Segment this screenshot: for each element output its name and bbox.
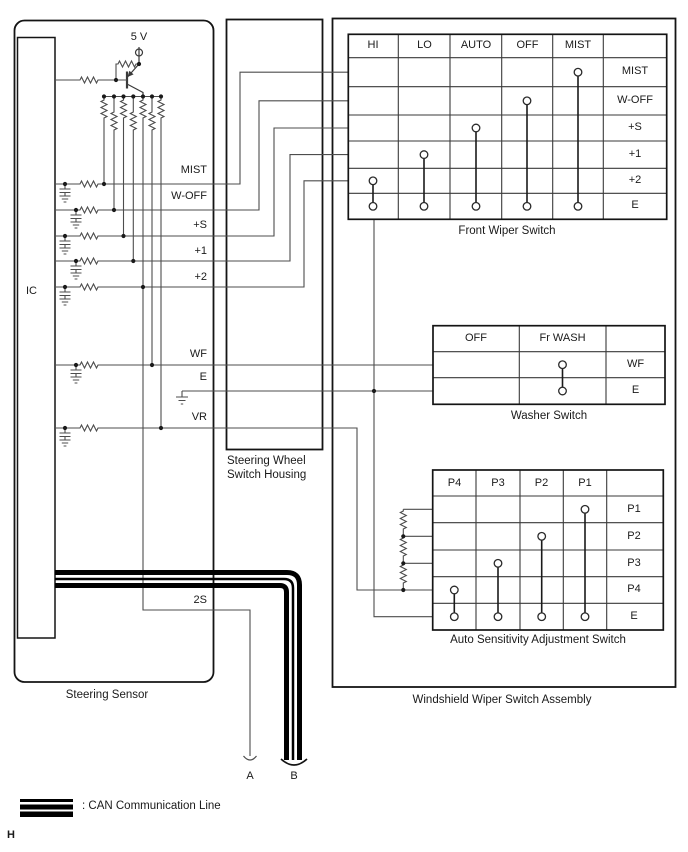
front-wiper-row-plus-s: +S	[628, 121, 642, 133]
terminal-b-label: B	[290, 770, 298, 782]
pin-label-2s: 2S	[193, 594, 207, 606]
capacitor-ground-icon	[60, 428, 71, 446]
front-wiper-col-off: OFF	[516, 39, 539, 51]
terminal-a-label: A	[246, 770, 254, 782]
auto-row-p4: P4	[627, 583, 641, 595]
pin-label-mist: MIST	[180, 164, 207, 176]
chain-resistor	[400, 563, 406, 590]
front-wiper-row-plus-2: +2	[628, 174, 642, 186]
pin-label-e: E	[199, 371, 207, 383]
ic-label: IC	[26, 285, 37, 297]
capacitor-ground-icon	[60, 236, 71, 254]
auto-col-p2: P2	[534, 477, 549, 489]
auto-sensitivity-caption: Auto Sensitivity Adjustment Switch	[450, 634, 626, 646]
capacitor-ground-icon	[60, 287, 71, 305]
can-line-legend-icon	[20, 799, 73, 817]
chain-resistor	[400, 509, 406, 536]
pullup-resistor	[101, 97, 107, 185]
pin-label-wf: WF	[189, 348, 207, 360]
capacitor-ground-icon	[60, 184, 71, 202]
steering-sensor-label: Steering Sensor	[65, 689, 149, 701]
capacitor-ground-icon	[71, 210, 82, 228]
assembly-label: Windshield Wiper Switch Assembly	[412, 694, 592, 706]
auto-col-p1: P1	[578, 477, 592, 489]
auto-col-p3: P3	[491, 477, 505, 489]
ground-icon	[176, 391, 188, 404]
washer-col-fr-wash: Fr WASH	[539, 332, 586, 344]
housing-label-line2: Switch Housing	[227, 469, 307, 481]
chain-resistor	[400, 536, 406, 563]
auto-row-p1: P1	[627, 503, 641, 515]
washer-row-e: E	[631, 384, 640, 396]
washer-col-off: OFF	[465, 332, 487, 344]
ic-box	[18, 38, 56, 639]
pin-label-vr: VR	[191, 411, 207, 423]
front-wiper-row-w-off: W-OFF	[617, 94, 653, 106]
front-wiper-col-lo: LO	[417, 39, 432, 51]
pullup-resistor	[121, 97, 127, 237]
washer-caption: Washer Switch	[510, 410, 588, 422]
transistor-icon	[127, 64, 143, 97]
auto-row-e: E	[630, 610, 638, 622]
connector-terminal-a-icon	[244, 756, 257, 760]
auto-col-p4: P4	[447, 477, 462, 489]
front-wiper-col-auto: AUTO	[460, 39, 492, 51]
capacitor-ground-icon	[71, 365, 82, 383]
auto-row-p3: P3	[627, 557, 641, 569]
auto-sensitivity-switch-grid	[433, 470, 664, 630]
pin-label-plus-2: +2	[194, 271, 207, 283]
wire-wf	[55, 362, 433, 368]
can-line-legend-label: : CAN Communication Line	[82, 800, 221, 812]
pin-label-plus-s: +S	[193, 219, 207, 231]
washer-row-wf: WF	[626, 358, 645, 370]
auto-row-p2: P2	[627, 530, 641, 542]
front-wiper-col-hi: HI	[367, 39, 379, 51]
housing-label-line1: Steering Wheel	[227, 455, 306, 467]
front-wiper-row-mist: MIST	[621, 65, 649, 77]
front-wiper-row-e: E	[631, 199, 639, 211]
capacitor-ground-icon	[71, 261, 82, 279]
pin-label-plus-1: +1	[194, 245, 207, 257]
page-marker: H	[7, 829, 15, 841]
front-wiper-col-mist: MIST	[564, 39, 592, 51]
pin-label-w-off: W-OFF	[171, 190, 207, 202]
front-wiper-row-plus-1: +1	[628, 148, 642, 160]
power-label: 5 V	[130, 31, 148, 43]
power-terminal-icon	[136, 47, 143, 64]
front-wiper-caption: Front Wiper Switch	[458, 225, 556, 237]
pullup-resistor	[111, 97, 117, 211]
